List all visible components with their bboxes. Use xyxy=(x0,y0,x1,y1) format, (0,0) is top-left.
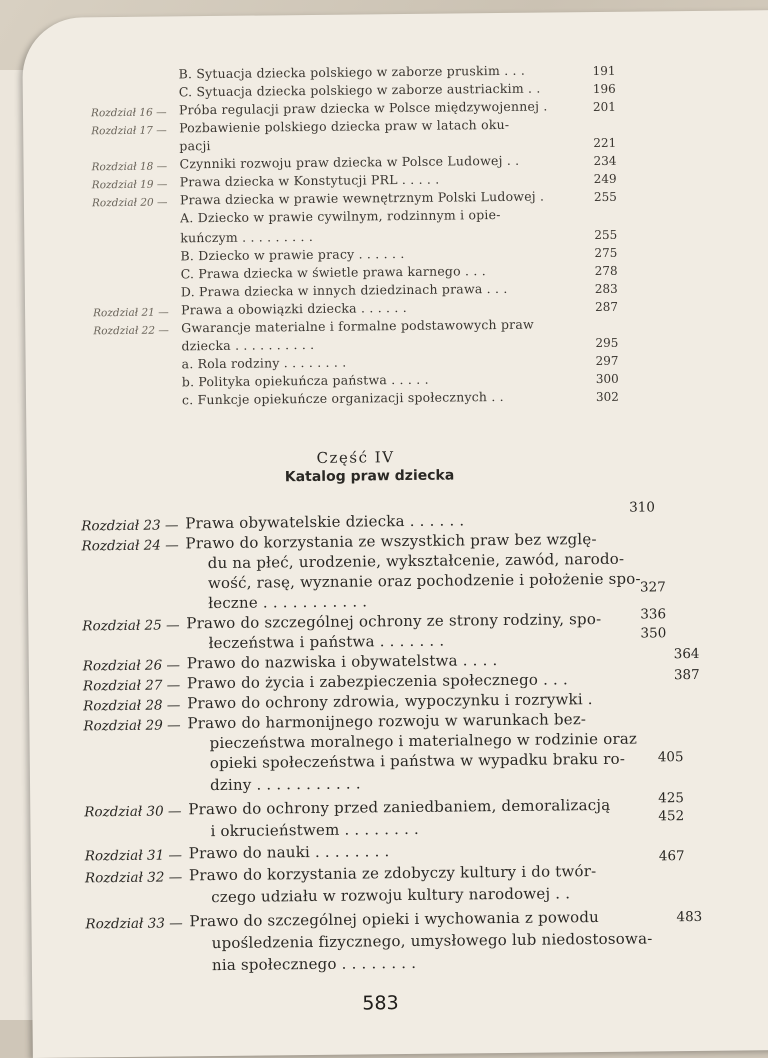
toc-entry-page: 350 xyxy=(640,625,667,642)
toc-entry-text: B. Dziecko w prawie pracy . . . . . . xyxy=(180,246,405,264)
toc-entry-text: Prawa a obowiązki dziecka . . . . . . xyxy=(180,299,407,318)
toc-entry-text: c. Funkcje opiekuńcze organizacji społecznych . . xyxy=(181,388,504,408)
toc-entry-label: Rozdział 30 — xyxy=(84,803,182,821)
toc-entry-text: D. Prawa dziecka w innych dziedzinach prawa . . . xyxy=(180,280,508,300)
toc-entry-text: Prawa obywatelskie dziecka . . . . . . xyxy=(185,511,465,533)
toc-entry-page: 283 xyxy=(594,281,618,297)
toc-entry-text: Prawo do korzystania ze wszystkich praw bez wzglę- xyxy=(185,530,597,553)
toc-entry-text: Prawo do szczególnej opieki i wychowania z powodu xyxy=(189,908,600,931)
toc-entry-text: pacji xyxy=(179,138,211,154)
toc-entry-label: Rozdział 32 — xyxy=(84,869,183,887)
toc-entry-page: 364 xyxy=(673,645,700,663)
toc-entry-text: nia społecznego . . . . . . . . xyxy=(211,953,417,975)
toc-entry-page: 221 xyxy=(593,135,617,151)
toc-entry-label: Rozdział 29 — xyxy=(83,717,181,735)
toc-entry-label: Rozdział 25 — xyxy=(82,617,180,635)
toc-entry-page: 278 xyxy=(594,263,618,279)
toc-entry-page: 275 xyxy=(594,245,618,261)
toc-entry-text: a. Rola rodziny . . . . . . . . xyxy=(181,354,347,372)
toc-entry-page: 405 xyxy=(657,749,684,766)
toc-entry-text: Pozbawienie polskiego dziecka praw w latach oku- xyxy=(179,116,510,136)
toc-entry-text: pieczeństwa moralnego i materialnego w rodzinie oraz xyxy=(209,729,638,753)
toc-entry-label: Rozdział 21 — xyxy=(93,306,169,320)
toc-entry-label: Rozdział 28 — xyxy=(83,697,181,715)
toc-entry-page: 255 xyxy=(594,227,618,243)
toc-entry-text: Prawo do korzystania ze zdobyczy kultury i do twór- xyxy=(188,862,597,885)
toc-entry-text: upośledzenia fizycznego, umysłowego lub niedostosowa- xyxy=(211,929,653,953)
toc-entry-text: Prawa dziecka w prawie wewnętrznym Polski Ludowej . xyxy=(179,188,545,208)
toc-entry-page: 287 xyxy=(594,299,619,315)
toc-entry-text: wość, rasę, wyznanie oraz pochodzenie i położenie spo- xyxy=(207,569,641,593)
toc-entry-page: 297 xyxy=(595,353,619,369)
toc-entry-page: 310 xyxy=(629,499,656,516)
toc-entry-page: 302 xyxy=(595,389,619,405)
toc-entry-text: Prawo do szczególnej ochrony ze strony rodziny, spo- xyxy=(186,609,602,633)
toc-entry-text: dziecka . . . . . . . . . . xyxy=(181,336,315,354)
toc-entry-label: Rozdział 18 — xyxy=(91,160,168,174)
toc-entry-page: 483 xyxy=(676,908,703,926)
toc-entry-page: 196 xyxy=(592,81,616,97)
toc-entry-label: Rozdział 24 — xyxy=(81,537,179,555)
toc-entry-label: Rozdział 31 — xyxy=(84,847,183,865)
toc-entry-label: Rozdział 27 — xyxy=(82,677,181,695)
part-title: Katalog praw dziecka xyxy=(284,467,455,486)
toc-entry-label: Rozdział 20 — xyxy=(91,196,168,210)
toc-entry-text: Prawo do ochrony przed zaniedbaniem, demoralizacją xyxy=(188,795,611,819)
toc-entry-page: 300 xyxy=(595,371,619,387)
book-page xyxy=(22,10,768,1058)
toc-entry-text: Próba regulacji praw dziecka w Polsce międzywojennej . xyxy=(178,98,548,118)
toc-entry-label: Rozdział 19 — xyxy=(91,178,168,192)
toc-entry-text: Gwarancje materialne i formalne podstawowych praw xyxy=(181,316,534,336)
toc-entry-page: 191 xyxy=(592,63,616,79)
toc-entry-text: b. Polityka opiekuńcza państwa . . . . . xyxy=(181,371,429,390)
toc-entry-text: opieki społeczeństwa i państwa w wypadku braku ro- xyxy=(209,749,626,773)
toc-entry-page: 234 xyxy=(593,153,617,169)
toc-entry-label: Rozdział 23 — xyxy=(81,517,179,535)
toc-entry-label: Rozdział 16 — xyxy=(90,106,167,120)
toc-entry-page: 387 xyxy=(673,666,700,684)
toc-entry-text: i okrucieństwem . . . . . . . . xyxy=(210,819,420,841)
toc-entry-text: Prawo do nauki . . . . . . . . xyxy=(188,842,390,863)
part-number: Część IV xyxy=(316,448,395,467)
toc-entry-page: 201 xyxy=(592,99,616,115)
toc-entry-page: 336 xyxy=(640,606,667,623)
toc-entry-text: Prawa dziecka w Konstytucji PRL . . . . . xyxy=(179,171,440,190)
toc-entry-text: A. Dziecko w prawie cywilnym, rodzinnym i opie- xyxy=(180,206,501,226)
toc-entry-text: dziny . . . . . . . . . . . xyxy=(209,774,361,795)
toc-entry-page: 249 xyxy=(593,171,617,187)
toc-entry-text: du na płeć, urodzenie, wykształcenie, zawód, narodo- xyxy=(207,549,625,573)
toc-entry-page: 327 xyxy=(639,579,666,596)
toc-entry-page: 452 xyxy=(658,808,685,825)
toc-entry-text: C. Prawa dziecka w świetle prawa karnego . . . xyxy=(180,263,486,282)
toc-entry-text: C. Sytuacja dziecka polskiego w zaborze austriackim . . xyxy=(178,80,541,100)
page-number: 583 xyxy=(362,992,399,1015)
toc-entry-label: Rozdział 26 — xyxy=(82,657,181,675)
toc-entry-text: B. Sytuacja dziecka polskiego w zaborze pruskim . . . xyxy=(178,62,526,82)
toc-entry-text: Czynniki rozwoju praw dziecka w Polsce Ludowej . . xyxy=(179,152,520,172)
toc-entry-page: 255 xyxy=(593,189,617,205)
toc-entry-text: Prawo do nazwiska i obywatelstwa . . . . xyxy=(186,651,498,673)
toc-entry-text: Prawo do ochrony zdrowia, wypoczynku i rozrywki . xyxy=(187,690,593,713)
toc-entry-page: 467 xyxy=(658,848,685,865)
toc-entry-label: Rozdział 33 — xyxy=(85,915,183,933)
toc-entry-text: Prawo do harmonijnego rozwoju w warunkach bez- xyxy=(187,710,587,733)
toc-entry-label: Rozdział 17 — xyxy=(91,124,167,138)
toc-entry-text: łeczeństwa i państwa . . . . . . . xyxy=(208,631,445,653)
toc-entry-text: czego udziału w rozwoju kultury narodowej . . xyxy=(211,884,571,907)
toc-entry-page: 425 xyxy=(658,790,685,807)
toc-entry-text: Prawo do życia i zabezpieczenia społecznego . . . xyxy=(186,670,568,693)
toc-entry-text: łeczne . . . . . . . . . . . xyxy=(208,592,368,613)
toc-entry-text: kuńczym . . . . . . . . . xyxy=(180,228,314,246)
toc-entry-page: 295 xyxy=(595,335,619,351)
toc-entry-label: Rozdział 22 — xyxy=(93,324,169,338)
